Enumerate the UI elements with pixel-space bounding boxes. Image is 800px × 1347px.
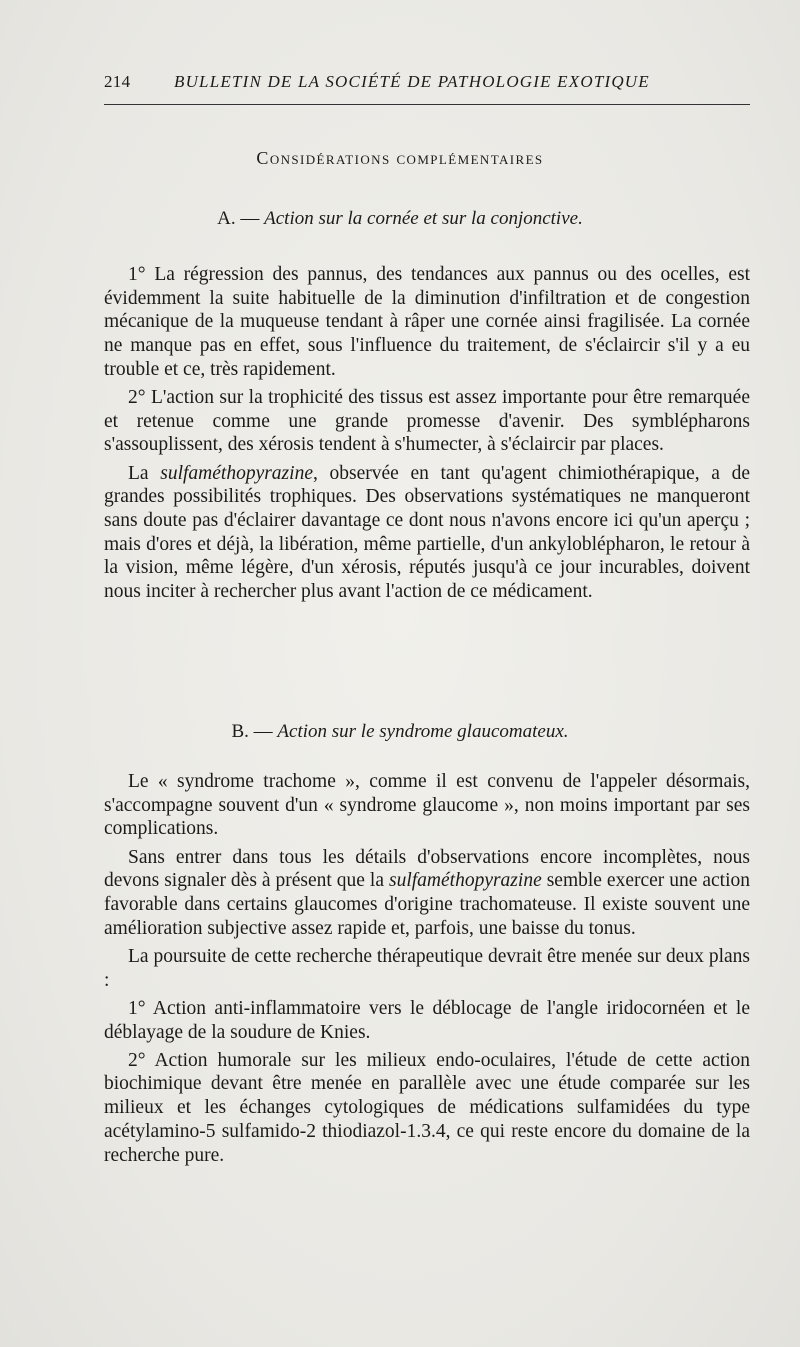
subheading-b-label: B. — [231, 721, 273, 742]
paragraph-b2-rest: semble exercer une action favorable dans certains glaucomes d'origine trachomateuse. Il existe souvent une amélioration subjective assez rapide et, parfois, une baisse du tonus. [104, 870, 751, 939]
paragraph-b3: La poursuite de cette recherche thérapeutique devrait être menée sur deux plans : [104, 945, 750, 991]
paragraph-a3-rest: , observée en tant qu'agent chimiothérapique, a de grandes possibilités trophiques. Des observations systématiques ne manqueront sans doute pas d'éclairer davantage ce dont nous n'avons encore ici qu'un aperçu ; mais d'ores et déjà, la libération, même partielle, d'un ankyloblépharon, le retour à la vision, même légère, d'un xérosis, réputés jusqu'à ce jour incurables, doivent nous inciter à rechercher plus avant l'action de ce médicament. [104, 462, 750, 603]
paragraph-b4: 1° Action anti-inflammatoire vers le déblocage de l'angle iridocornéen et le déblayage de la soudure de Knies. [104, 997, 750, 1043]
drug-name: sulfaméthopyrazine [160, 462, 313, 484]
subheading-a [0, 208, 800, 230]
paragraph-a3-start: La [128, 462, 149, 484]
paragraph-b1: Le « syndrome trachome », comme il est convenu de l'appeler désormais, s'accompagne souvent d'un « syndrome glaucome », non moins important par ses complications. [104, 771, 750, 840]
section-a-body [104, 263, 750, 604]
section-b-body [104, 770, 750, 1167]
drug-name: sulfaméthopyrazine [388, 870, 542, 892]
paragraph-a2: 2° L'action sur la trophicité des tissus est assez importante pour être remarquée et retenue comme une grande promesse d'avenir. Des symblépharons s'assouplissent, des xérosis tendent à s'humecter, à s'éclaircir par places. [104, 387, 750, 456]
paragraph-a1: 1° La régression des pannus, des tendances aux pannus ou des ocelles, est évidemment la suite habituelle de la diminution d'infiltration et de congestion mécanique de la muqueuse tendant à râper une cornée ainsi fragilisée. La cornée ne manque pas en effet, sous l'influence du traitement, de s'éclaircir s'il y a eu trouble et ce, très rapidement. [104, 264, 750, 380]
subheading-b [0, 721, 800, 743]
subheading-b-title: Action sur le syndrome glaucomateux. [277, 721, 569, 742]
subheading-a-label: A. — [217, 208, 260, 229]
running-head: BULLETIN DE LA SOCIÉTÉ DE PATHOLOGIE EXOTIQUE [174, 72, 650, 91]
header-rule [104, 104, 750, 105]
page-number: 214 [104, 72, 131, 91]
section-title: Considérations complémentaires [256, 148, 544, 168]
subheading-a-title: Action sur la cornée et sur la conjonctive. [264, 208, 583, 229]
paragraph-b5: 2° Action humorale sur les milieux endo-oculaires, l'étude de cette action biochimique devant être menée en parallèle avec une étude comparée sur les milieux et les échanges cytologiques de médications sulfamidées du type acétylamino-5 sulfamido-2 thiodiazol-1.3.4, ce qui reste encore du domaine de la recherche pure. [104, 1049, 750, 1166]
paragraph-b2 [104, 846, 750, 941]
paragraph-b2-start: Sans entrer dans tous les détails d'observations encore incomplètes, nous devons signaler dès à présent que la [104, 846, 750, 892]
paragraph-a3 [104, 462, 750, 604]
